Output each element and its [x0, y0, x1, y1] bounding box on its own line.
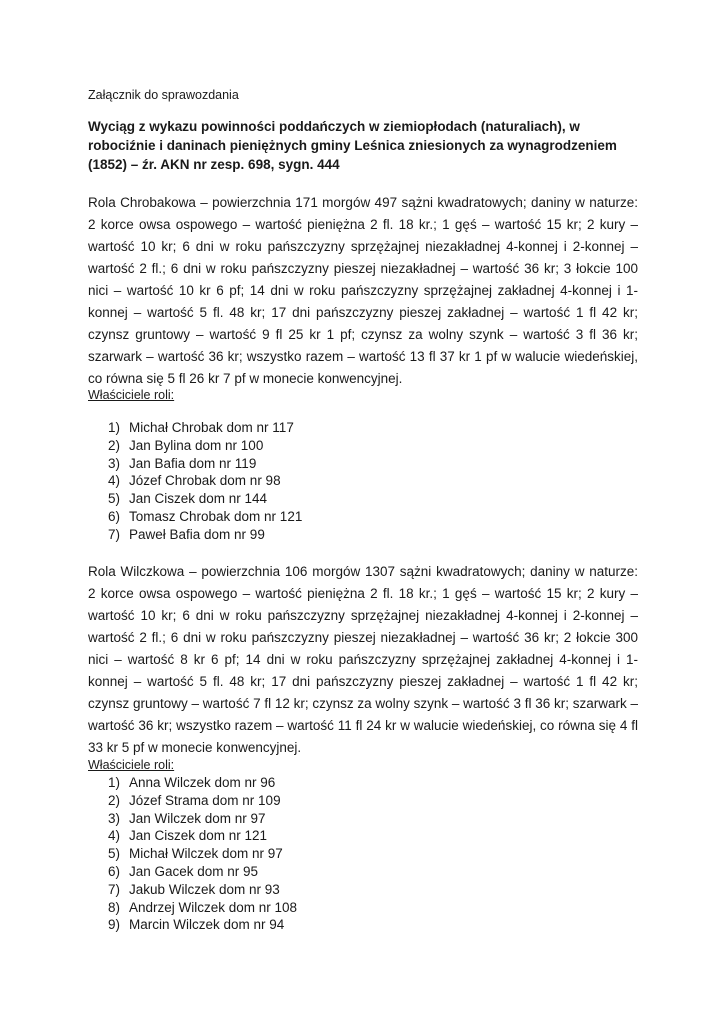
- list-item: [108, 526, 302, 544]
- list-number: 8): [108, 899, 121, 915]
- list-item: [108, 472, 302, 490]
- list-number: 2): [108, 437, 121, 453]
- owners-list-wilczkowa: [108, 774, 297, 934]
- list-number: 4): [108, 473, 121, 489]
- list-item: [108, 810, 297, 828]
- list-item: [108, 827, 297, 845]
- list-item: [108, 845, 297, 863]
- list-number: 1): [108, 420, 121, 435]
- owner-name: Jan Wilczek dom nr 97: [129, 810, 266, 826]
- owner-name: Michał Wilczek dom nr 97: [129, 846, 283, 862]
- owner-name: Paweł Bafia dom nr 99: [129, 526, 265, 542]
- owner-name: Tomasz Chrobak dom nr 121: [129, 508, 303, 524]
- section-paragraph-chrobakowa: Rola Chrobakowa – powierzchnia 171 morgów 497 sążni kwadratowych; daniny w naturze: 2 korce owsa ospowego – wartość pieniężna 2 fl. 18 kr.; 1 gęś – wartość 15 kr; 2 kury – wartość 10 kr; 6 dni w roku pańszczyzny sprzężajnej niezakładnej 4-konnej i 2-konnej – wartość 2 fl.; 6 dni w roku pańszczyzny pieszej niezakładnej – wartość 36 kr; 3 łokcie 100 nici – wartość 10 kr 6 pf; 14 dni w roku pańszczyzny sprzężajnej zakładnej 4-konnej i 1-konnej – wartość 5 fl. 48 kr; 17 dni pańszczyzny pieszej zakładnej – wartość 1 fl 42 kr; czynsz gruntowy – wartość 9 fl 25 kr 1 pf; czynsz za wolny szynk – wartość 3 fl 36 kr; szarwark – wartość 36 kr; wszystko razem – wartość 13 fl 37 kr 1 pf w walucie wiedeńskiej, co równa się 5 fl 26 kr 7 pf w monecie konwencyjnej.: [88, 195, 638, 386]
- owner-name: Andrzej Wilczek dom nr 108: [129, 899, 298, 915]
- owner-name: Józef Chrobak dom nr 98: [129, 473, 281, 489]
- document-title: Wyciąg z wykazu powinności poddańczych w ziemiopłodach (naturaliach), w robociźnie i daninach pieniężnych gminy Leśnica zniesionych za wynagrodzeniem (1852) – źr. AKN nr zesp. 698, sygn. 444: [88, 119, 617, 172]
- list-number: 2): [108, 792, 121, 808]
- list-item: [108, 792, 297, 810]
- owners-label: Właściciele roli:: [88, 388, 175, 402]
- list-number: 5): [108, 491, 121, 507]
- owner-name: Jakub Wilczek dom nr 93: [129, 881, 280, 897]
- owners-list-chrobakowa: [108, 419, 302, 544]
- list-item: [108, 863, 297, 881]
- list-number: 3): [108, 455, 121, 471]
- list-number: 7): [108, 526, 121, 542]
- list-item: [108, 437, 302, 455]
- owner-name: Marcin Wilczek dom nr 94: [129, 917, 285, 933]
- list-number: 3): [108, 810, 121, 826]
- list-number: 7): [108, 881, 121, 897]
- owner-name: Jan Ciszek dom nr 144: [129, 491, 268, 507]
- section-paragraph-wilczkowa: Rola Wilczkowa – powierzchnia 106 morgów 1307 sążni kwadratowych; daniny w naturze: 2 korce owsa ospowego – wartość pieniężna 2 fl. 18 kr.; 1 gęś – wartość 15 kr; 2 kury – wartość 10 kr; 6 dni w roku pańszczyzny sprzężajnej niezakładnej 4-konnej i 2-konnej – wartość 2 fl.; 6 dni w roku pańszczyzny pieszej niezakładnej – wartość 36 kr; 2 łokcie 300 nici – wartość 8 kr 6 pf; 14 dni w roku pańszczyzny sprzężajnej zakładnej 4-konnej i 1-konnej – wartość 5 fl. 48 kr; 17 dni pańszczyzny pieszej zakładnej – wartość 1 fl 42 kr; czynsz gruntowy – wartość 7 fl 12 kr; czynsz za wolny szynk – wartość 3 fl 36 kr; szarwark – wartość 36 kr; wszystko razem – wartość 11 fl 24 kr w walucie wiedeńskiej, co równa się 4 fl 33 kr 5 pf w monecie konwencyjnej.: [88, 564, 638, 755]
- list-number: 4): [108, 828, 121, 844]
- list-number: 5): [108, 846, 121, 862]
- owner-name: Jan Bafia dom nr 119: [129, 455, 257, 471]
- list-item: [108, 774, 297, 792]
- list-number: 6): [108, 508, 121, 524]
- header-note: Załącznik do sprawozdania: [88, 88, 239, 102]
- owners-label: Właściciele roli:: [88, 758, 175, 772]
- list-number: 6): [108, 863, 121, 879]
- owner-name: Jan Gacek dom nr 95: [129, 863, 259, 879]
- list-item: [108, 508, 302, 526]
- list-item: [108, 455, 302, 473]
- list-item: [108, 490, 302, 508]
- owner-name: Anna Wilczek dom nr 96: [129, 775, 276, 790]
- list-item: [108, 881, 297, 899]
- list-item: [108, 419, 302, 437]
- list-item: [108, 899, 297, 917]
- list-number: 1): [108, 775, 121, 790]
- owner-name: Józef Strama dom nr 109: [129, 792, 281, 808]
- owner-name: Jan Bylina dom nr 100: [129, 437, 264, 453]
- list-number: 9): [108, 917, 121, 933]
- owner-name: Michał Chrobak dom nr 117: [129, 420, 294, 435]
- list-item: [108, 916, 297, 934]
- owner-name: Jan Ciszek dom nr 121: [129, 828, 268, 844]
